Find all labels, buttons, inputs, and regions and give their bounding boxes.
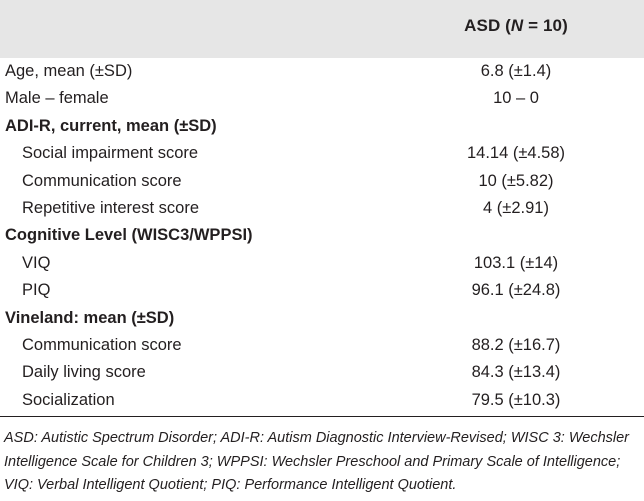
table-bottom-rule <box>0 416 644 417</box>
table-row <box>0 140 644 167</box>
row-value: 10 (±5.82) <box>478 171 554 190</box>
table-body <box>0 58 644 414</box>
row-label: Repetitive interest score <box>22 198 199 217</box>
row-label: PIQ <box>22 281 51 300</box>
row-label: VIQ <box>22 253 51 272</box>
table-row <box>0 168 644 195</box>
section-heading: Vineland: mean (±SD) <box>5 308 175 327</box>
row-value: 14.14 (±4.58) <box>466 144 566 163</box>
row-value: 84.3 (±13.4) <box>471 363 561 382</box>
table-row <box>0 250 644 277</box>
row-label: Age, mean (±SD) <box>5 62 133 80</box>
row-value: 88.2 (±16.7) <box>471 335 561 354</box>
table-section-row <box>0 113 644 140</box>
column-header-suffix: = 10) <box>523 16 568 35</box>
row-label: Socialization <box>22 390 115 409</box>
table-section-row <box>0 305 644 332</box>
table-row <box>0 85 644 112</box>
row-value: 4 (±2.91) <box>483 198 549 217</box>
row-value: 96.1 (±24.8) <box>471 281 561 300</box>
row-label: Communication score <box>22 335 182 354</box>
row-value: 79.5 (±10.3) <box>471 390 561 409</box>
table-row <box>0 332 644 359</box>
table-row <box>0 58 644 85</box>
table-row <box>0 195 644 222</box>
table-section-row <box>0 222 644 249</box>
table-row <box>0 277 644 304</box>
row-label: Communication score <box>22 171 182 190</box>
column-header-n: N <box>510 16 524 35</box>
column-header-asd <box>388 16 644 36</box>
table-row <box>0 387 644 414</box>
row-label: Daily living score <box>22 363 146 382</box>
row-label: Male – female <box>5 89 109 108</box>
row-label: Social impairment score <box>22 144 199 163</box>
section-heading: Cognitive Level (WISC3/WPPSI) <box>5 226 253 245</box>
row-value: 6.8 (±1.4) <box>480 62 552 80</box>
table-footnote: ASD: Autistic Spectrum Disorder; ADI-R: Autism Diagnostic Interview-Revised; WISC 3: Wechsler Intelligence Scale for Children 3; WPPSI: Wechsler Preschool and Primary Scale of Intelligence; VIQ: Verbal Intelligent Quotient; PIQ: Performance Intelligent Quotient. <box>4 430 630 493</box>
row-value: 10 – 0 <box>493 89 539 108</box>
section-heading: ADI-R, current, mean (±SD) <box>5 116 217 135</box>
row-value: 103.1 (±14) <box>473 253 559 272</box>
table-row <box>0 359 644 386</box>
column-header-prefix: ASD ( <box>464 16 511 35</box>
